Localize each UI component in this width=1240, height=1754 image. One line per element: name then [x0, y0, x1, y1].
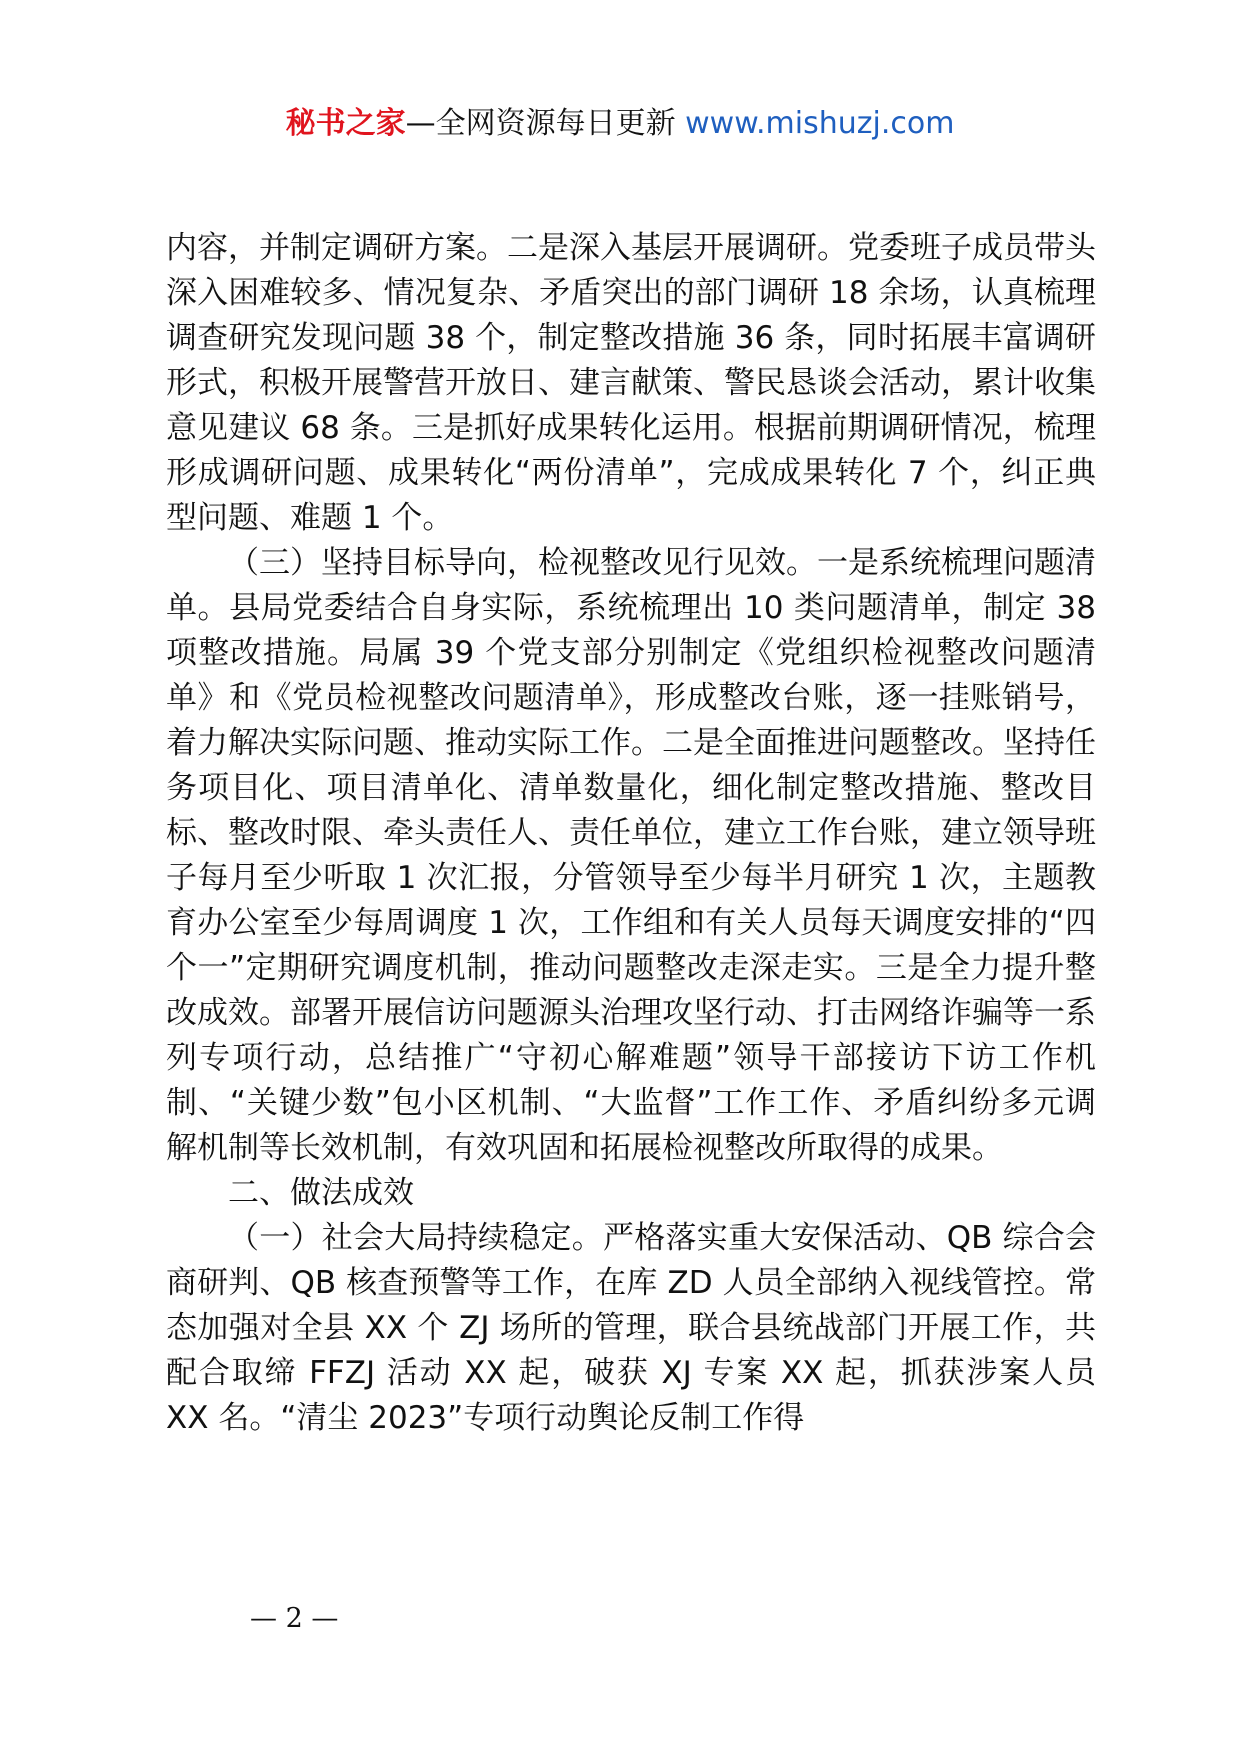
- section-heading: 二、做法成效: [228, 1175, 414, 1211]
- page-number: — 2 —: [250, 1603, 339, 1634]
- document-body: [166, 226, 1096, 1441]
- document-header: [0, 104, 1240, 144]
- header-slogan: —全网资源每日更新: [405, 106, 676, 141]
- paragraph-1: 内容，并制定调研方案。二是深入基层开展调研。党委班子成员带头深入困难较多、情况复杂、矛盾突出的部门调研 18 余场，认真梳理调查研究发现问题 38 个，制定整改措施 36 条，同时拓展丰富调研形式，积极开展警营开放日、建言献策、警民恳谈会活动，累计收集意见建议 68 条。三是抓好成果转化运用。根据前期调研情况，梳理形成调研问题、成果转化“两份清单”，完成成果转化 7 个，纠正典型问题、难题 1 个。: [166, 230, 1096, 536]
- header-website[interactable]: www.mishuzj.com: [685, 106, 955, 141]
- paragraph-2: （三）坚持目标导向，检视整改见行见效。一是系统梳理问题清单。县局党委结合自身实际，系统梳理出 10 类问题清单，制定 38 项整改措施。局属 39 个党支部分别制定《党组织检视整改问题清单》和《党员检视整改问题清单》，形成整改台账，逐一挂账销号，着力解决实际问题、推动实际工作。二是全面推进问题整改。坚持任务项目化、项目清单化、清单数量化，细化制定整改措施、整改目标、整改时限、牵头责任人、责任单位，建立工作台账，建立领导班子每月至少听取 1 次汇报，分管领导至少每半月研究 1 次，主题教育办公室至少每周调度 1 次，工作组和有关人员每天调度安排的“四个一”定期研究调度机制，推动问题整改走深走实。三是全力提升整改成效。部署开展信访问题源头治理攻坚行动、打击网络诈骗等一系列专项行动，总结推广“守初心解难题”领导干部接访下访工作机制、“关键少数”包小区机制、“大监督”工作工作、矛盾纠纷多元调解机制等长效机制，有效巩固和拓展检视整改所取得的成果。: [166, 545, 1096, 1166]
- header-brand: 秘书之家: [285, 106, 406, 141]
- paragraph-4: （一）社会大局持续稳定。严格落实重大安保活动、QB 综合会商研判、QB 核查预警等工作，在库 ZD 人员全部纳入视线管控。常态加强对全县 XX 个 ZJ 场所的管理，联合县统战部门开展工作，共配合取缔 FFZJ 活动 XX 起，破获 XJ 专案 XX 起，抓获涉案人员 XX 名。“清尘 2023”专项行动舆论反制工作得: [166, 1220, 1096, 1436]
